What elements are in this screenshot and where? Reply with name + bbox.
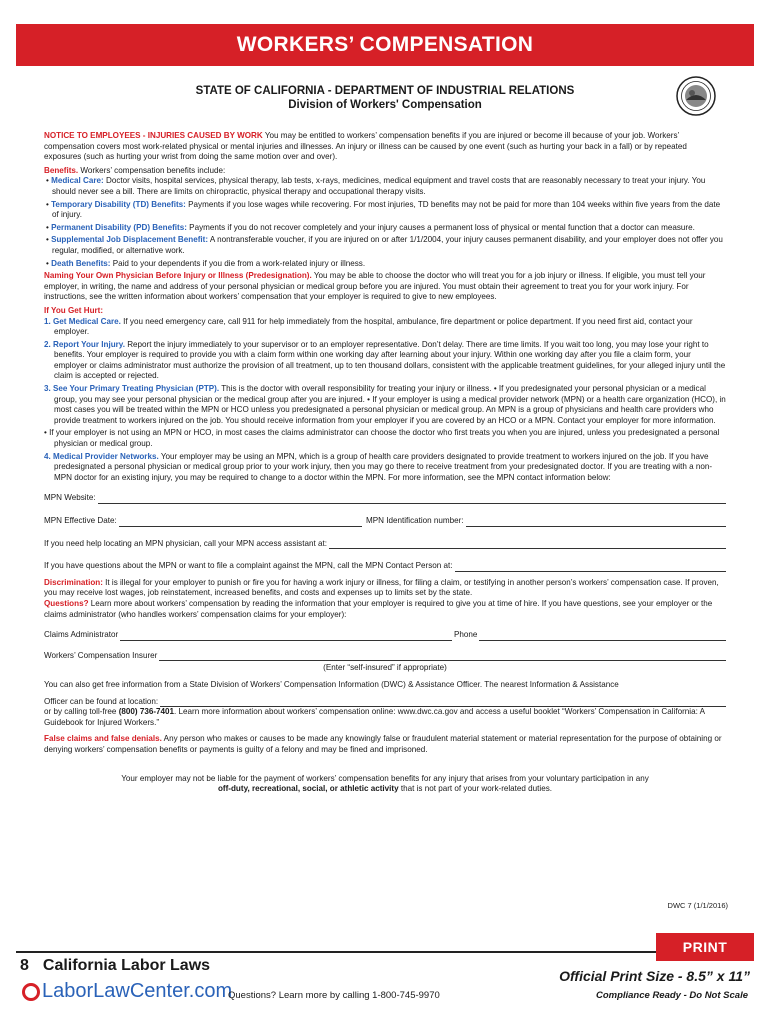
notice-label: NOTICE TO EMPLOYEES - INJURIES CAUSED BY WORK <box>44 131 263 140</box>
dwc-phone-paragraph: or by calling toll-free (800) 736-7401. Learn more information about workers’ compensation online: www.dwc.ca.gov and access a useful booklet “Workers’ Compensation in California: A Guidebook for Injured Workers.” <box>44 707 705 727</box>
officer-location-field[interactable]: Officer can be found at location: <box>44 697 726 708</box>
step-item: 2. Report Your Injury. Report the injury immediately to your supervisor or to an employer representative. Don’t delay. There are time limits. If you wait too long, you may lose your right to benefits. Your employer is required to provide you with a claim form within one working day after learning about your injury. Within one working day after you file a claim form, your employer or claims administrator must authorize the provision of all treatment, up to ten thousand dollars, consistent with the applicable treatment guidelines, for your alleged injury until the claim is accepted or rejected. <box>44 339 726 381</box>
benefit-item: • Permanent Disability (PD) Benefits: Payments if you do not recover completely and your injury causes a permanent loss of physical or mental function that a doctor can measure. <box>46 222 695 232</box>
benefit-item: • Death Benefits: Paid to your dependents if you die from a work-related injury or illness. <box>46 258 366 268</box>
page-number: 8 <box>20 957 29 974</box>
notice-paragraph <box>44 131 726 163</box>
footer-questions: Questions? Learn more by calling 1-800-745-9970 <box>228 990 440 1001</box>
footer-divider <box>16 951 656 953</box>
footer-page-title <box>20 957 210 975</box>
notice-text: You may be entitled to workers’ compensation benefits if you are injured or become ill because of your job. Workers’ compensation covers most work-related physical or mental injuries and illnesses. An injury or illness can be caused by one event (such as hurting your back in a fall) or by repeated exposures (such as hurting your wrist from doing the same motion over and over). <box>44 131 687 162</box>
benefit-item: • Supplemental Job Displacement Benefit: A nontransferable voucher, if you are injured on or after 1/1/2004, your injury causes permanent disability, and your employer does not offer you regular, modified, or alternative work. <box>46 235 723 255</box>
if-hurt-label: If You Get Hurt: <box>44 305 104 315</box>
benefits-intro: Benefits. Workers’ compensation benefits include: <box>44 165 226 175</box>
logo-ring-icon <box>22 983 40 1001</box>
phone-field[interactable]: Phone <box>454 630 726 641</box>
claims-admin-field[interactable]: Claims Administrator <box>44 630 452 641</box>
agency-name: STATE OF CALIFORNIA - DEPARTMENT OF INDUSTRIAL RELATIONS <box>195 85 575 97</box>
predesignation-paragraph: Naming Your Own Physician Before Injury or Illness (Predesignation). You may be able to choose the doctor who will treat you for a job injury or illness. If eligible, you must tell your employer, in writing, the name and address of your personal physician or medical group before you are injured. You must obtain their agreement to treat you for your work injury. For instructions, see the written information about workers’ compensation that your employer is required to give to new employees. <box>44 271 706 302</box>
state-seal-icon <box>676 76 716 116</box>
print-size-note: Official Print Size - 8.5” x 11” <box>559 968 750 984</box>
dwc-info: You can also get free information from a State Division of Workers’ Compensation Information (DWC) & Assistance Officer. The nearest Information & Assistance <box>44 679 619 689</box>
publication-title: California Labor Laws <box>42 957 211 974</box>
laborlawcenter-logo[interactable]: LaborLaw Center.com <box>22 980 232 1003</box>
title-banner <box>16 24 754 66</box>
form-id: DWC 7 (1/1/2016) <box>667 901 728 910</box>
mpn-assistant-field[interactable]: If you need help locating an MPN physician, call your MPN access assistant at: <box>44 539 726 550</box>
benefits-label: Benefits. <box>44 165 79 175</box>
notice-body <box>44 131 726 795</box>
false-claims-paragraph: False claims and false denials. Any person who makes or causes to be made any knowingly false or fraudulent material statement or material representation for the purpose of obtaining or denying workers’ compensation benefits or payments is guilty of a felony and may be fined and imprisoned. <box>44 734 722 754</box>
step-item: • If your employer is not using an MPN or HCO, in most cases the claims administrator can choose the doctor who first treats you when you are injured, unless you predesignated a personal physician or medical group. <box>44 428 720 449</box>
division-name: Division of Workers' Compensation <box>288 99 482 111</box>
print-button[interactable]: PRINT <box>656 933 754 961</box>
insurer-field[interactable]: Workers’ Compensation Insurer <box>44 651 726 662</box>
step-item: 4. Medical Provider Networks. Your employer may be using an MPN, which is a group of health care providers designated to provide treatment to workers injured on the job. If you have predesignated a personal physician or medical group prior to your work injury, then you may go there to receive treatment from your predesignated doctor. If you are treating with a non-MPN doctor for an existing injury, you may be required to change to a doctor within the MPN. For more information, see the MPN contact information below: <box>44 451 713 482</box>
self-insured-note: (Enter “self-insured” if appropriate) <box>323 663 447 673</box>
liability-note: Your employer may not be liable for the payment of workers’ compensation benefits for any injury that arises from your voluntary participation in any off-duty, recreational, social, or athletic activity that is not part of your work-related duties. <box>121 773 649 794</box>
mpn-website-field[interactable]: MPN Website: <box>44 493 726 504</box>
discrimination-paragraph: Discrimination: It is illegal for your employer to punish or fire you for having a work injury or illness, for filing a claim, or testifying in another person’s workers’ compensation case. If proven, you may receive lost wages, job reinstatement, increased benefits, and costs and expenses up to limits set by the state. <box>44 577 719 598</box>
step-item: 1. Get Medical Care. If you need emergency care, call 911 for help immediately from the hospital, ambulance, fire department or police department. If you need first aid, contact your employer. <box>44 316 693 337</box>
mpn-contact-field[interactable]: If you have questions about the MPN or want to file a complaint against the MPN, call the MPN Contact Person at: <box>44 561 726 572</box>
step-item: 3. See Your Primary Treating Physician (PTP). This is the doctor with overall responsibility for treating your injury or illness. • If you predesignated your personal physician or a medical group, you may see your personal physician or the medical group after you are injured. • If your employer is using a medical provider network (MPN) or a health care organization (HCO), in most cases you will be treated within the MPN or HCO unless you predesignated a personal physician or medical group. An MPN is a group of physicians and health care providers who provide treatment to workers injured on the job. You should receive information from your employer if you are covered by an HCO or a MPN. Contact your employer for more information. <box>44 384 726 425</box>
mpn-id-field[interactable]: MPN Identification number: <box>366 516 726 527</box>
benefit-item: • Temporary Disability (TD) Benefits: Payments if you lose wages while recovering. For most injuries, TD benefits may not be paid for more than 104 weeks within five years from the date of injury. <box>46 199 721 220</box>
benefit-item: • Medical Care: Doctor visits, hospital services, physical therapy, lab tests, x-rays, medicines, medical equipment and travel costs that are reasonably necessary to treat your injury. You should never see a bill. There are limits on chiropractic, physical therapy and occupational therapy visits. <box>46 176 706 196</box>
mpn-effective-field[interactable]: MPN Effective Date: <box>44 516 362 527</box>
questions-paragraph: Questions? Learn more about workers’ compensation by reading the information that your employer is required to give you at time of hire. If you have questions, see your employer or the claims administrator (who handles workers’ compensation claims for your employer): <box>44 598 713 619</box>
agency-header <box>40 84 730 112</box>
compliance-note: Compliance Ready - Do Not Scale <box>595 990 748 1001</box>
page-title: WORKERS’ COMPENSATION <box>236 33 534 56</box>
